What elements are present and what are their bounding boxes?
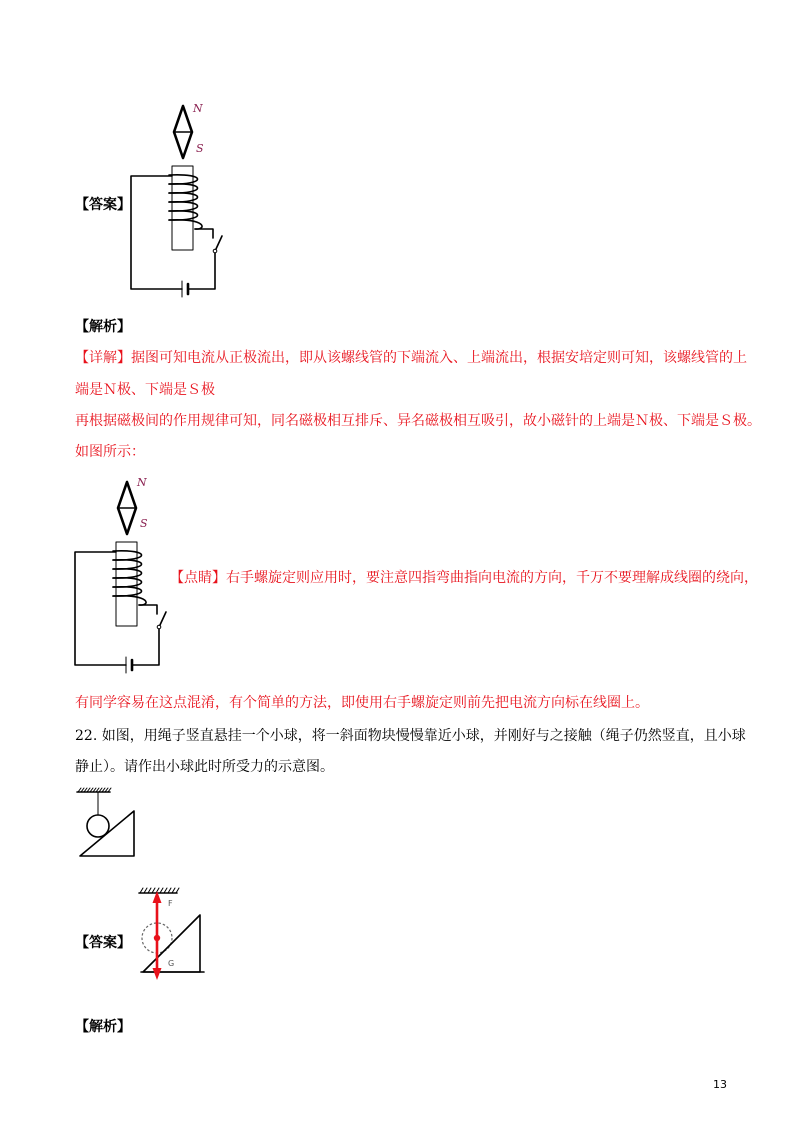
- solenoid-core: [116, 542, 137, 626]
- circuit-wire-right: [132, 629, 159, 665]
- switch-blade: [160, 612, 166, 625]
- coil-turn: [113, 596, 146, 605]
- force-label-f: F: [168, 899, 173, 908]
- north-pole-label: N: [137, 476, 147, 489]
- solenoid-circuit-figure-answer: [120, 95, 230, 305]
- coil-turn: [169, 220, 202, 229]
- solenoid-core: [172, 166, 193, 250]
- answer-label: 【答案】: [75, 197, 131, 213]
- tip-line: 【点睛】右手螺旋定则应用时，要注意四指弯曲指向电流的方向，千万不要理解成线圈的绕向，: [170, 570, 758, 586]
- detail-line: 如图所示：: [75, 444, 145, 460]
- tip-line: 有同学容易在这点混淆，有个简单的方法，即使用右手螺旋定则前先把电流方向标在线圈上。: [75, 695, 649, 711]
- detail-line: 【详解】据图可知电流从正极流出，即从该螺线管的下端流入、上端流出，根据安培定则可知，该螺线管的上: [75, 350, 747, 366]
- incline-block: [80, 811, 134, 856]
- circuit-wire-coil-exit: [195, 229, 213, 238]
- analysis-label: 【解析】: [75, 1019, 131, 1035]
- detail-line: 端是Ｎ极、下端是Ｓ极: [75, 382, 215, 398]
- page-number: 13: [713, 1078, 727, 1091]
- question-22-line: 22. 如图，用绳子竖直悬挂一个小球，将一斜面物块慢慢靠近小球，并刚好与之接触（绳子仍然竖直，且小球: [75, 728, 746, 744]
- south-pole-label: S: [196, 142, 204, 155]
- force-label-g: G: [168, 959, 175, 968]
- circuit-wire-coil-exit: [139, 605, 157, 614]
- analysis-label: 【解析】: [75, 319, 131, 335]
- detail-line: 再根据磁极间的作用规律可知，同名磁极相互排斥、异名磁极相互吸引，故小磁针的上端是Ｎ极、下端是Ｓ极。: [75, 413, 761, 429]
- south-pole-label: S: [140, 517, 148, 530]
- hanging-ball-incline-figure: [72, 785, 142, 861]
- force-origin-dot: [154, 935, 160, 941]
- answer-label: 【答案】: [75, 935, 131, 951]
- north-pole-label: N: [193, 102, 203, 115]
- solenoid-circuit-figure-detail: [64, 471, 174, 681]
- force-arrow-down-head: [153, 968, 162, 980]
- question-22-line: 静止）。请作出小球此时所受力的示意图。: [75, 759, 334, 775]
- force-diagram-figure: [133, 882, 213, 982]
- circuit-wire-right: [188, 253, 215, 289]
- switch-blade: [216, 236, 222, 249]
